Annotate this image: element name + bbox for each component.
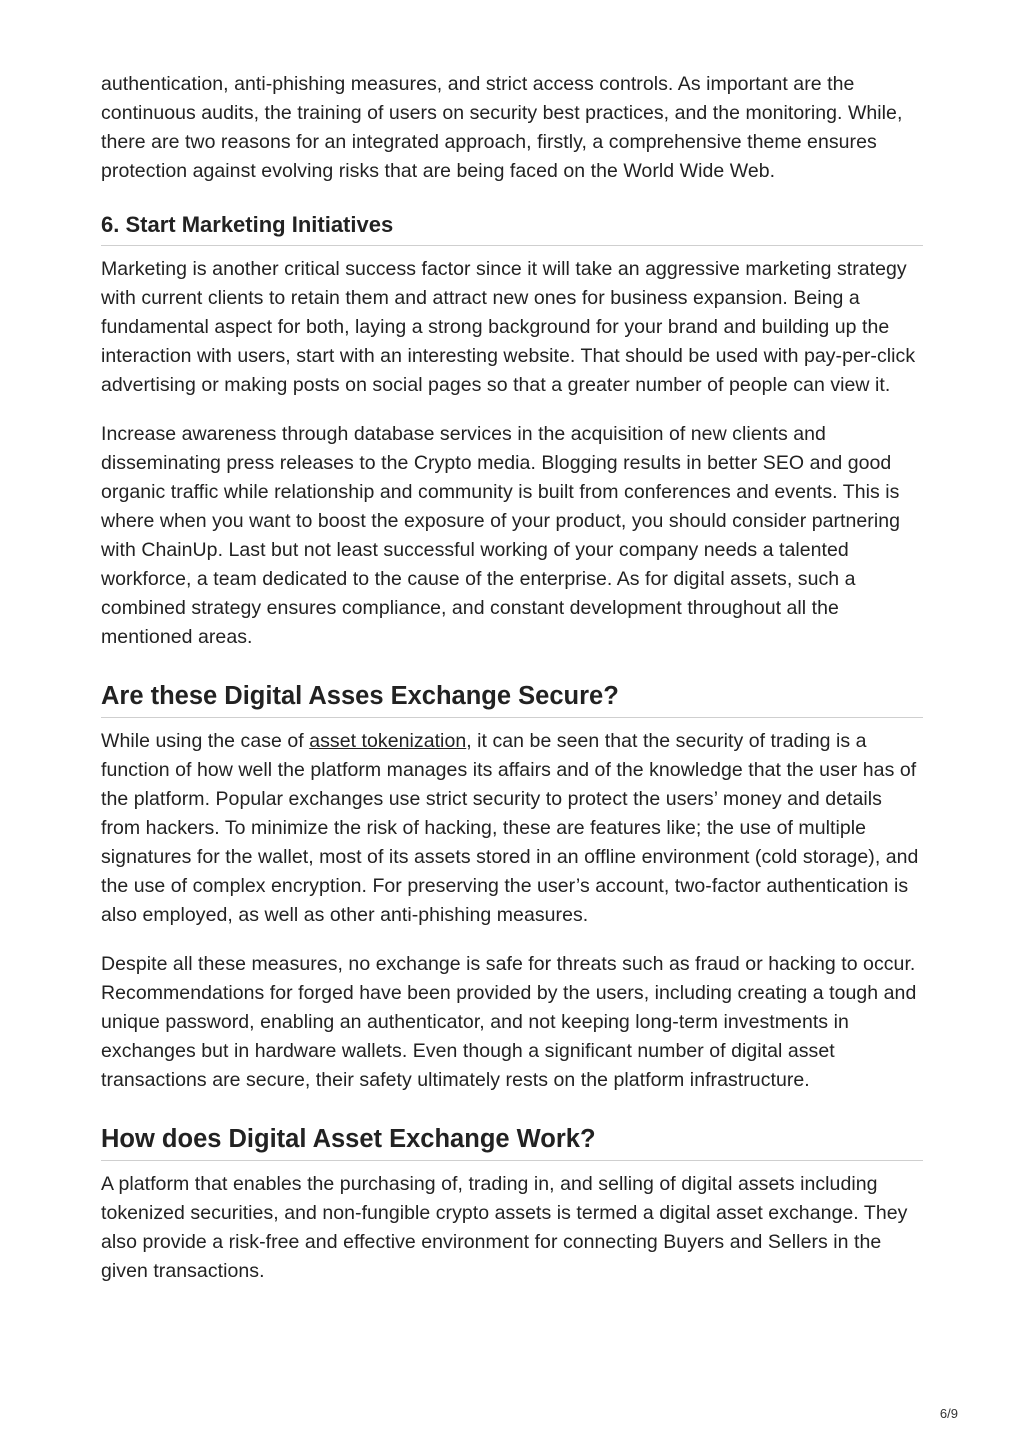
- heading-exchange-work: How does Digital Asset Exchange Work?: [101, 1121, 923, 1161]
- page-number: 6/9: [939, 1406, 958, 1421]
- intro-paragraph: authentication, anti-phishing measures, and strict access controls. As important are the continuous audits, the training of users on security best practices, and the monitoring. While, there are two reasons for an integrated approach, firstly, a comprehensive theme ensures protection against evolving risks that are being faced on the World Wide Web.: [101, 73, 903, 182]
- work-paragraph-1: A platform that enables the purchasing of, trading in, and selling of digital assets including tokenized securities, and non-fungible crypto assets is termed a digital asset exchange. They also provide a risk-free and effective environment for connecting Buyers and Sellers in the given transactions.: [101, 1173, 908, 1282]
- marketing-paragraph-1: Marketing is another critical success factor since it will take an aggressive marketing strategy with current clients to retain them and attract new ones for business expansion. Being a fundamental aspect for both, laying a strong background for your brand and building up the interaction with users, start with an interesting website. That should be used with pay-per-click advertising or making posts on social pages so that a greater number of people can view it.: [101, 258, 916, 396]
- secure-paragraph-1-end: , it can be seen that the security of trading is a function of how well the platform manages its affairs and of the knowledge that the user has of the platform. Popular exchanges use strict security to protect the users’ money and details from hackers. To minimize the risk of hacking, these are features like; the use of multiple signatures for the wallet, most of its assets stored in an offline environment (cold storage), and the use of complex encryption. For preserving the user’s account, two-factor authentication is also employed, as well as other anti-phishing measures.: [101, 730, 919, 926]
- heading-exchange-secure: Are these Digital Asses Exchange Secure?: [101, 678, 923, 718]
- secure-paragraph-1-start: While using the case of: [101, 730, 310, 752]
- marketing-paragraph-2: Increase awareness through database services in the acquisition of new clients and disseminating press releases to the Crypto media. Blogging results in better SEO and good organic traffic while relationship and community is built from conferences and events. This is where when you want to boost the exposure of your product, you should consider partnering with ChainUp. Last but not least successful working of your company needs a talented workforce, a team dedicated to the cause of the enterprise. As for digital assets, such a combined strategy ensures compliance, and constant development throughout all the mentioned areas.: [101, 423, 901, 648]
- heading-start-marketing: 6. Start Marketing Initiatives: [101, 209, 923, 246]
- secure-paragraph-2: Despite all these measures, no exchange is safe for threats such as fraud or hacking to occur. Recommendations for forged have been provided by the users, including creating a tough and unique password, enabling an authenticator, and not keeping long-term investments in exchanges but in hardware wallets. Even though a significant number of digital asset transactions are secure, their safety ultimately rests on the platform infrastructure.: [101, 953, 917, 1091]
- asset-tokenization-link[interactable]: asset tokenization: [309, 730, 467, 752]
- secure-paragraph-1: [101, 727, 923, 930]
- document-page: [101, 70, 923, 1286]
